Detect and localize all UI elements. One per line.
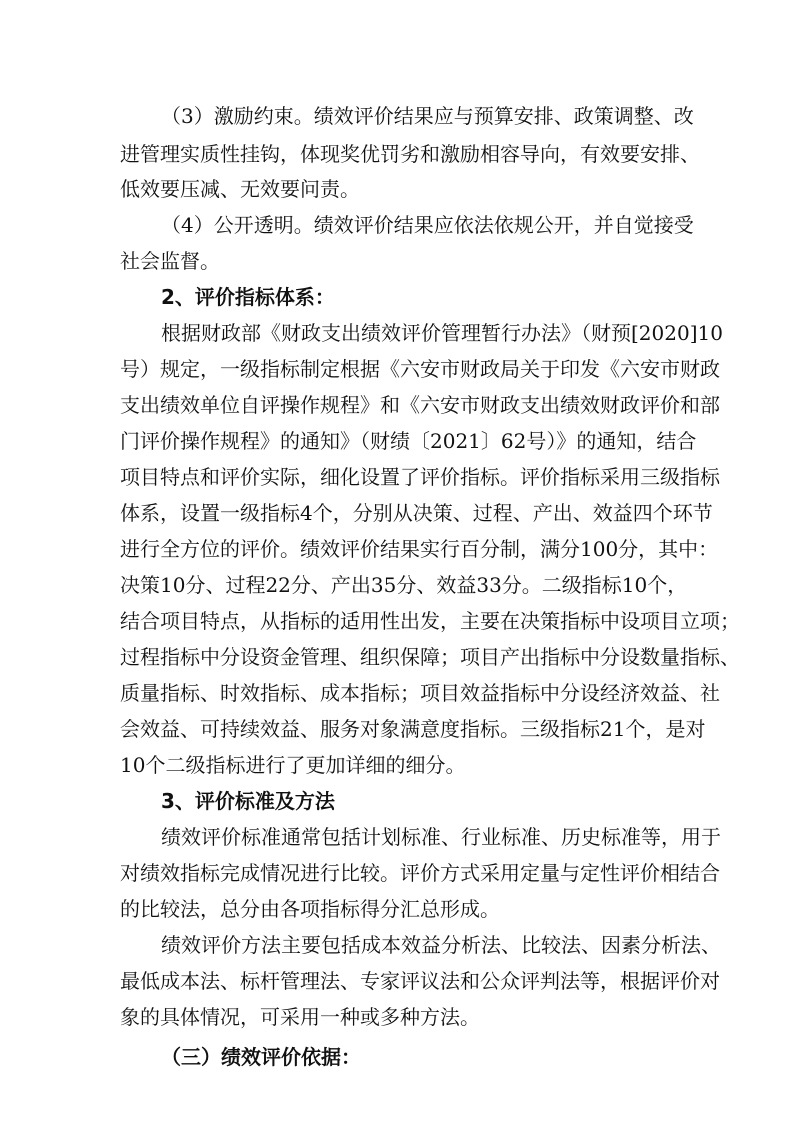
text-line: 最低成本法、标杆管理法、专家评议法和公众评判法等，根据评价对 [120,969,720,993]
text-line: 绩效评价标准通常包括计划标准、行业标准、历史标准等，用于 [161,825,721,849]
text-line: 象的具体情况，可采用一种或多种方法。 [120,1005,480,1029]
text-line: 的比较法，总分由各项指标得分汇总形成。 [120,897,500,921]
section-heading: 3、评价标准及方法 [161,789,335,813]
text-line: 体系，设置一级指标4个，分别从决策、过程、产出、效益四个环节 [120,501,713,525]
text-line: （4）公开透明。绩效评价结果应依法依规公开，并自觉接受 [161,213,694,237]
section-heading: 2、评价指标体系： [161,285,335,309]
text-line: 10个二级指标进行了更加详细的细分。 [120,753,466,777]
text-line: 决策10分、过程22分、产出35分、效益33分。二级指标10个， [120,573,688,597]
text-line: 绩效评价方法主要包括成本效益分析法、比较法、因素分析法、 [161,933,721,957]
text-line: 根据财政部《财政支出绩效评价管理暂行办法》（财预[2020]10 [161,321,723,345]
text-line: 进行全方位的评价。绩效评价结果实行百分制，满分100分，其中： [120,537,719,561]
text-line: 对绩效指标完成情况进行比较。评价方式采用定量与定性评价相结合 [120,861,720,885]
text-line: 门评价操作规程》的通知》（财绩〔2021〕62号）》的通知，结合 [120,429,697,453]
part-heading: （三）绩效评价依据： [161,1045,361,1069]
text-line: 支出绩效单位自评操作规程》和《六安市财政支出绩效财政评价和部 [120,393,720,417]
text-line: 过程指标中分设资金管理、组织保障；项目产出指标中分设数量指标、 [120,645,740,669]
text-line: 进管理实质性挂钩，体现奖优罚劣和激励相容导向，有效要安排、 [120,142,700,166]
text-line: 社会监督。 [120,249,220,273]
text-line: 结合项目特点，从指标的适用性出发，主要在决策指标中设项目立项； [120,609,740,633]
text-line: 号）规定，一级指标制定根据《六安市财政局关于印发《六安市财政 [120,357,720,381]
text-line: （3）激励约束。绩效评价结果应与预算安排、政策调整、改 [161,104,694,128]
text-line: 项目特点和评价实际，细化设置了评价指标。评价指标采用三级指标 [120,465,720,489]
text-line: 质量指标、时效指标、成本指标；项目效益指标中分设经济效益、社 [120,681,720,705]
text-line: 会效益、可持续效益、服务对象满意度指标。三级指标21个，是对 [120,717,706,741]
text-line: 低效要压减、无效要问责。 [120,177,360,201]
